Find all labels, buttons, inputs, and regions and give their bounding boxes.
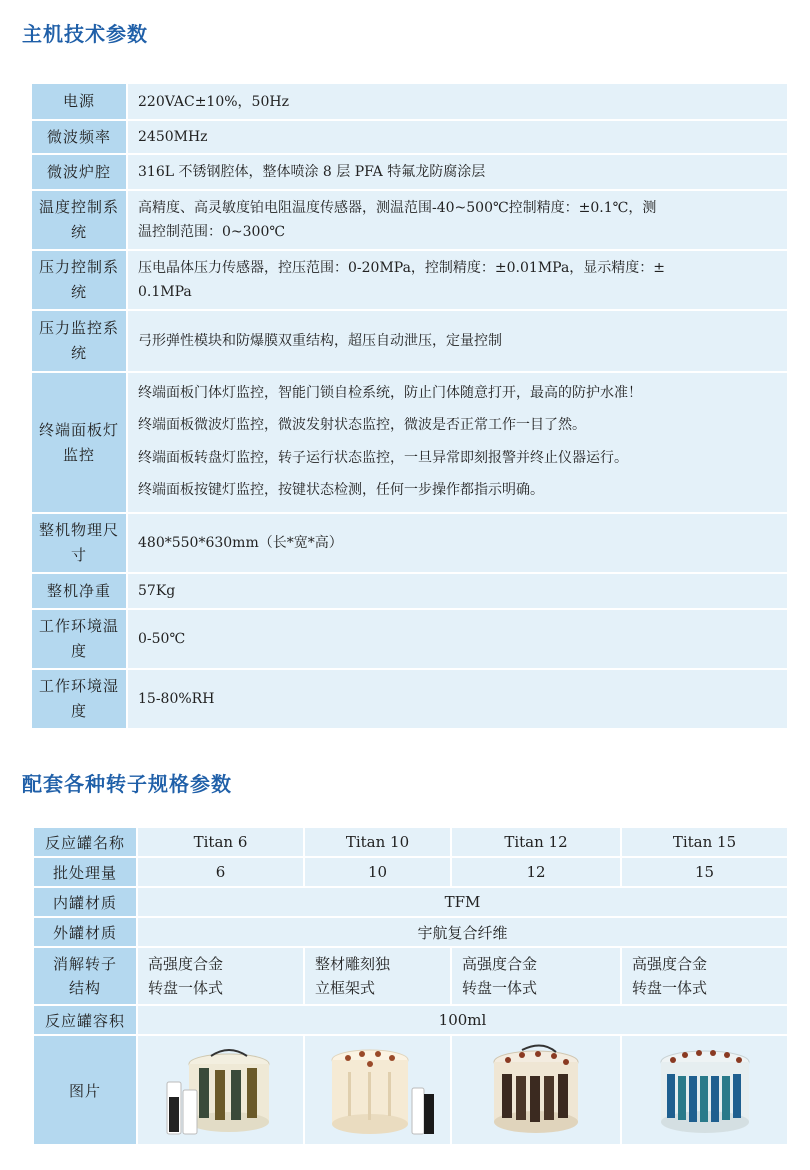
section-title-host-specs: 主机技术参数: [22, 22, 148, 46]
spec-row-weight: [32, 574, 787, 610]
host-spec-table: [32, 84, 787, 728]
spec-value: 15-80%RH: [128, 670, 787, 728]
spec-value: 弓形弹性模块和防爆膜双重结构，超压自动泄压，定量控制: [128, 311, 787, 371]
spec-value: 终端面板门体灯监控，智能门锁自检系统，防止门体随意打开，最高的防护水准！ 终端面板微波灯监控，微波发射状态监控，微波是否正常工作一目了然。 终端面板转盘灯监控，转子运行状态监控，一旦异常即刻报警并终止仪器运行。 终端面板按键灯监控，按键状态检测，任何一步操作都指示明确。: [128, 373, 787, 512]
table-row: [33, 1035, 788, 1145]
rotor-structure: 高强度合金 转盘一体式: [451, 947, 621, 1005]
rotor-outer-material: 宇航复合纤维: [137, 917, 788, 947]
rotor-name: Titan 10: [304, 827, 451, 857]
spec-label: 压力监控系统: [32, 311, 126, 371]
rotor-image-icon: [645, 1042, 765, 1142]
spec-label: 温度控制系统: [32, 191, 126, 249]
rotor-inner-material: TFM: [137, 887, 788, 917]
rotor-structure: 整材雕刻独 立框架式: [304, 947, 451, 1005]
rotor-label: 内罐材质: [33, 887, 137, 917]
rotor-batch: 10: [304, 857, 451, 887]
spec-value: 2450MHz: [128, 121, 787, 153]
titan-10-rotor-photo: [304, 1035, 451, 1145]
rotor-spec-table: [32, 826, 789, 1146]
spec-label: 工作环境温度: [32, 610, 126, 668]
table-row: [33, 947, 788, 1005]
rotor-batch: 12: [451, 857, 621, 887]
spec-label: 电源: [32, 84, 126, 119]
rotor-label: 消解转子 结构: [33, 947, 137, 1005]
spec-row-frequency: [32, 121, 787, 155]
spec-label: 微波频率: [32, 121, 126, 153]
section-title-rotor-specs: 配套各种转子规格参数: [22, 772, 232, 796]
titan-15-rotor-photo: [621, 1035, 788, 1145]
spec-label: 压力控制系统: [32, 251, 126, 309]
table-row: [33, 1005, 788, 1035]
rotor-image-icon: [318, 1042, 438, 1142]
rotor-volume: 100ml: [137, 1005, 788, 1035]
spec-row-temperature: [32, 191, 787, 251]
rotor-image-icon: [476, 1042, 596, 1142]
spec-value: 0-50℃: [128, 610, 787, 668]
rotor-batch: 6: [137, 857, 304, 887]
table-row: [33, 887, 788, 917]
rotor-name: Titan 15: [621, 827, 788, 857]
spec-row-dimensions: [32, 514, 787, 574]
rotor-label: 外罐材质: [33, 917, 137, 947]
spec-row-power: [32, 84, 787, 121]
titan-12-rotor-photo: [451, 1035, 621, 1145]
table-row: [33, 857, 788, 887]
spec-value: 高精度、高灵敏度铂电阻温度传感器，测温范围-40~500℃控制精度：±0.1℃，测 温控制范围：0~300℃: [128, 191, 787, 249]
spec-value: 316L 不锈钢腔体，整体喷涂 8 层 PFA 特氟龙防腐涂层: [128, 155, 787, 189]
rotor-structure: 高强度合金 转盘一体式: [137, 947, 304, 1005]
rotor-structure: 高强度合金 转盘一体式: [621, 947, 788, 1005]
rotor-image-icon: [161, 1042, 281, 1142]
rotor-label: 图片: [33, 1035, 137, 1145]
titan-6-rotor-photo: [137, 1035, 304, 1145]
spec-value: 57Kg: [128, 574, 787, 608]
spec-row-cavity: [32, 155, 787, 191]
spec-label: 整机物理尺寸: [32, 514, 126, 572]
spec-label: 工作环境湿度: [32, 670, 126, 728]
spec-value: 220VAC±10%，50Hz: [128, 84, 787, 119]
spec-row-panel-lights: [32, 373, 787, 514]
rotor-label: 批处理量: [33, 857, 137, 887]
rotor-label: 反应罐容积: [33, 1005, 137, 1035]
rotor-name: Titan 12: [451, 827, 621, 857]
spec-label: 整机净重: [32, 574, 126, 608]
spec-label: 微波炉腔: [32, 155, 126, 189]
spec-label: 终端面板灯监控: [32, 373, 126, 512]
spec-value: 压电晶体压力传感器，控压范围：0-20MPa，控制精度：±0.01MPa，显示精度：± 0.1MPa: [128, 251, 787, 309]
spec-row-pressure-control: [32, 251, 787, 311]
spec-row-env-humidity: [32, 670, 787, 728]
spec-row-env-temperature: [32, 610, 787, 670]
spec-row-pressure-monitor: [32, 311, 787, 373]
table-row: [33, 827, 788, 857]
rotor-name: Titan 6: [137, 827, 304, 857]
table-row: [33, 917, 788, 947]
rotor-label: 反应罐名称: [33, 827, 137, 857]
rotor-batch: 15: [621, 857, 788, 887]
spec-value: 480*550*630mm（长*宽*高）: [128, 514, 787, 572]
